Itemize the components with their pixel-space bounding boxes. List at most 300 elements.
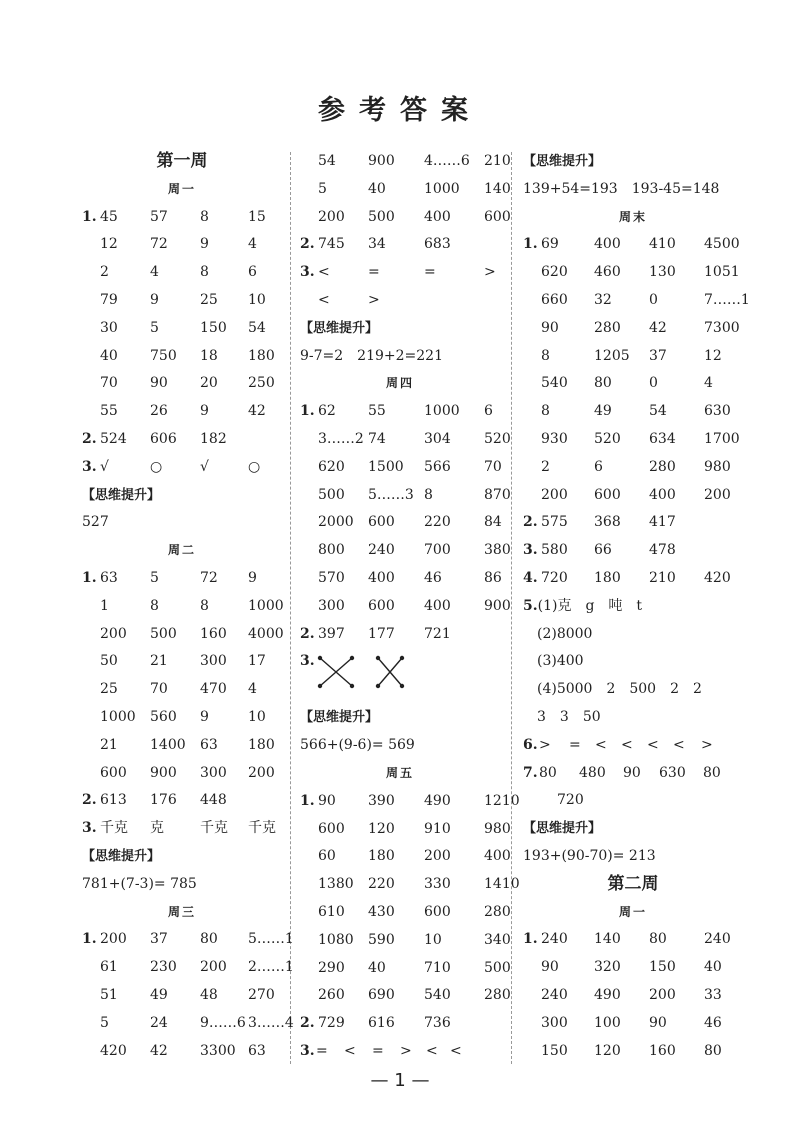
answer-cell: 2 <box>100 264 109 281</box>
answer-cell: 55 <box>100 403 118 420</box>
answer-cell: 200 <box>248 764 275 781</box>
column-divider <box>511 152 512 1064</box>
answer-cell: 37 <box>150 931 168 948</box>
answer-row <box>523 760 743 788</box>
answer-cell: 30 <box>100 319 118 336</box>
section-label: 【思维提升】 <box>300 320 379 336</box>
answer-cell: 4……6 <box>424 153 470 169</box>
question-number: 7. <box>523 764 538 781</box>
answer-cell: 150 <box>200 319 227 336</box>
match-dot <box>376 656 380 660</box>
answer-cell: 46 <box>424 569 442 586</box>
answer-cell: 220 <box>368 876 395 893</box>
answer-cell: 200 <box>100 931 127 948</box>
answer-row <box>523 482 743 510</box>
answer-row <box>82 815 282 843</box>
answer-cell: 380 <box>484 542 511 559</box>
answer-cell: 400 <box>484 848 511 865</box>
answer-cell: 177 <box>368 625 395 642</box>
answer-cell: 634 <box>649 430 676 447</box>
answer-cell: 4000 <box>248 625 284 642</box>
answer-cell: 40 <box>368 180 386 197</box>
answer-row <box>82 370 282 398</box>
answer-cell: 500 <box>318 486 345 503</box>
answer-cell: 690 <box>368 987 395 1004</box>
answer-line <box>300 732 500 760</box>
answer-row <box>300 204 511 232</box>
day-heading: 周四 <box>385 376 414 391</box>
answer-line <box>82 509 282 537</box>
answer-cell: 260 <box>318 987 345 1004</box>
answer-cell: = <box>372 1042 384 1059</box>
answer-cell: 683 <box>424 236 451 253</box>
question-number: 1. <box>82 208 97 225</box>
answer-text: 139+54=193 193-45=148 <box>523 180 720 197</box>
answer-cell: 300 <box>541 1014 568 1031</box>
answer-cell: 400 <box>649 486 676 503</box>
answer-cell: 280 <box>484 987 511 1004</box>
question-number: 1. <box>82 931 97 948</box>
question-number: 2. <box>82 430 97 447</box>
answer-cell: < <box>673 736 685 753</box>
question-number: 1. <box>82 569 97 586</box>
day-heading: 周五 <box>385 765 414 780</box>
answer-row <box>523 509 743 537</box>
question-number: 1. <box>523 931 538 948</box>
answer-cell: 54 <box>318 153 336 169</box>
answer-cell: 180 <box>594 569 621 586</box>
answer-cell: 140 <box>594 931 621 948</box>
answer-row <box>523 732 743 760</box>
answer-row <box>82 287 282 315</box>
question-number: 3. <box>523 542 538 559</box>
answer-cell: 55 <box>368 403 386 420</box>
question-number: 1. <box>300 792 315 809</box>
answer-cell: 克 <box>150 820 164 837</box>
answer-cell: 1700 <box>704 430 740 447</box>
answer-row <box>82 259 282 287</box>
answer-cell: 42 <box>649 319 667 336</box>
answer-cell: 220 <box>424 514 451 531</box>
answer-text: (3)400 <box>537 653 584 670</box>
answer-cell: 8 <box>541 347 550 364</box>
answer-row <box>300 843 511 871</box>
answer-cell: 490 <box>424 792 451 809</box>
question-number: 3. <box>82 820 97 837</box>
answer-cell: 240 <box>368 542 395 559</box>
answer-row <box>82 398 282 426</box>
answer-row <box>300 176 511 204</box>
answer-line <box>523 787 743 815</box>
answer-text: 781+(7-3)= 785 <box>82 875 197 892</box>
answer-cell: 600 <box>594 486 621 503</box>
answer-cell: 304 <box>424 430 451 447</box>
answer-cell: 176 <box>150 792 177 809</box>
answer-row <box>82 926 294 954</box>
answer-cell: 48 <box>200 986 218 1003</box>
answer-row <box>82 315 282 343</box>
answer-row <box>523 1038 743 1066</box>
answer-cell: 540 <box>424 987 451 1004</box>
answer-cell: > <box>701 736 713 753</box>
answer-cell: 750 <box>150 347 177 364</box>
answer-row <box>300 537 511 565</box>
answer-cell: 90 <box>541 319 559 336</box>
answer-cell: 9 <box>200 403 209 420</box>
answer-cell: 12 <box>100 236 118 253</box>
answer-cell: ○ <box>150 458 163 475</box>
answer-cell: 79 <box>100 291 118 308</box>
answer-cell: 32 <box>594 291 612 308</box>
answer-cell: 120 <box>368 820 395 837</box>
answer-cell: 4 <box>248 681 257 698</box>
answer-cell: 21 <box>150 653 168 670</box>
answer-cell: 80 <box>539 764 557 781</box>
answer-cell: 417 <box>649 514 676 531</box>
answer-cell: 140 <box>484 180 511 197</box>
answer-cell: 180 <box>368 848 395 865</box>
answer-cell: 6 <box>248 264 257 281</box>
answer-cell: 600 <box>424 903 451 920</box>
answer-cell: 80 <box>594 375 612 392</box>
answer-cell: 3300 <box>200 1042 236 1059</box>
answer-cell: 460 <box>594 264 621 281</box>
answer-cell: 300 <box>318 597 345 614</box>
answer-line <box>300 343 500 371</box>
section-label: 【思维提升】 <box>300 710 379 726</box>
answer-column-3 <box>523 148 750 1065</box>
answer-cell: 100 <box>594 1014 621 1031</box>
answer-cell: 600 <box>368 597 395 614</box>
answer-row <box>300 287 500 315</box>
answer-cell: 5 <box>318 180 327 197</box>
answer-cell: 520 <box>484 430 511 447</box>
answer-cell: 300 <box>200 764 227 781</box>
day-heading: 周一 <box>618 904 647 919</box>
answer-row <box>82 343 282 371</box>
answer-cell: 630 <box>704 403 731 420</box>
answer-cell: 200 <box>424 848 451 865</box>
answer-cell: 21 <box>100 736 118 753</box>
answer-cell: 700 <box>424 542 451 559</box>
answer-cell: 10 <box>248 708 266 725</box>
answer-cell: < <box>318 291 330 308</box>
answer-cell: 200 <box>100 625 127 642</box>
answer-text: 9-7=2 219+2=221 <box>300 347 443 364</box>
answer-cell: 17 <box>248 653 266 670</box>
answer-cell: > <box>368 291 380 308</box>
answer-cell: = <box>569 736 581 753</box>
answer-cell: 182 <box>200 430 227 447</box>
answer-cell: 86 <box>484 569 502 586</box>
answer-cell: 200 <box>704 486 731 503</box>
section-label: 【思维提升】 <box>82 487 161 503</box>
answer-row <box>82 954 294 982</box>
section-label: 【思维提升】 <box>523 154 602 169</box>
answer-text: 566+(9-6)= 569 <box>300 737 415 754</box>
answer-line <box>523 176 743 204</box>
answer-cell: 5 <box>150 569 159 586</box>
answer-cell: 90 <box>318 792 336 809</box>
answer-cell: 610 <box>318 903 345 920</box>
answer-cell: 1380 <box>318 876 354 893</box>
answer-cell: 1080 <box>318 931 354 948</box>
answer-cell: 340 <box>484 931 511 948</box>
answer-cell: 200 <box>318 208 345 225</box>
answer-cell: 80 <box>703 764 721 781</box>
answer-cell: 1210 <box>484 792 520 809</box>
answer-cell: 9 <box>248 569 257 586</box>
answer-cell: 500 <box>484 959 511 976</box>
answer-row <box>300 231 500 259</box>
answer-cell: 9 <box>200 708 209 725</box>
answer-cell: 45 <box>100 208 118 225</box>
answer-cell: 900 <box>368 153 395 169</box>
question-number: 2. <box>300 1015 315 1032</box>
answer-cell: 721 <box>424 625 451 642</box>
answer-cell: 4 <box>248 236 257 253</box>
answer-cell: > <box>484 264 496 281</box>
answer-cell: 660 <box>541 291 568 308</box>
answer-cell: 600 <box>484 208 511 225</box>
question-number: 3. <box>300 264 315 281</box>
answer-row <box>523 982 743 1010</box>
answer-cell: 40 <box>368 959 386 976</box>
answer-cell: 720 <box>541 569 568 586</box>
answer-cell: 1500 <box>368 458 404 475</box>
answer-cell: 240 <box>541 986 568 1003</box>
answer-cell: 10 <box>248 291 266 308</box>
answer-cell: 61 <box>100 959 118 976</box>
answer-row <box>523 231 743 259</box>
answer-cell: ○ <box>248 458 261 475</box>
answer-cell: 520 <box>594 430 621 447</box>
answer-row <box>300 955 511 983</box>
answer-cell: 1400 <box>150 736 186 753</box>
answer-cell: 63 <box>200 736 218 753</box>
answer-line <box>523 676 743 704</box>
answer-cell: 150 <box>649 959 676 976</box>
answer-cell: 12 <box>704 347 722 364</box>
answer-cell: 400 <box>424 208 451 225</box>
answer-cell: 0 <box>649 291 658 308</box>
answer-cell: 74 <box>368 430 386 447</box>
answer-row <box>300 259 500 287</box>
answer-cell: 2 <box>541 458 550 475</box>
answer-cell: 8 <box>150 597 159 614</box>
answer-row <box>300 899 511 927</box>
answer-cell: 4500 <box>704 236 740 253</box>
answer-row <box>82 454 282 482</box>
answer-cell: > <box>539 736 551 753</box>
answer-cell: 千克 <box>200 820 228 837</box>
answer-cell: 5……3 <box>368 486 414 503</box>
answer-cell: 1000 <box>248 597 284 614</box>
day-heading: 周三 <box>167 904 196 919</box>
answer-cell: 710 <box>424 959 451 976</box>
answer-cell: 84 <box>484 514 502 531</box>
answer-cell: 25 <box>200 291 218 308</box>
answer-row <box>300 927 511 955</box>
answer-cell: 25 <box>100 681 118 698</box>
answer-cell: 448 <box>200 792 227 809</box>
answer-cell: 540 <box>541 375 568 392</box>
answer-cell: 49 <box>150 986 168 1003</box>
answer-cell: 280 <box>484 903 511 920</box>
answer-cell: 580 <box>541 542 568 559</box>
answer-line <box>523 704 743 732</box>
answer-cell: 160 <box>649 1042 676 1059</box>
answer-row <box>300 398 500 426</box>
answer-cell: 6 <box>594 458 603 475</box>
match-dot <box>376 684 380 688</box>
answer-cell: 420 <box>100 1042 127 1059</box>
answer-row <box>300 1010 500 1038</box>
answer-cell: 5 <box>100 1014 109 1031</box>
answer-cell: 20 <box>200 375 218 392</box>
answer-cell: 4 <box>704 375 713 392</box>
answer-cell: 290 <box>318 959 345 976</box>
week-heading: 第一周 <box>156 151 208 171</box>
answer-cell: 60 <box>318 848 336 865</box>
answer-cell: 5 <box>150 319 159 336</box>
answer-cell: 9 <box>200 236 209 253</box>
answer-row <box>523 259 743 287</box>
answer-cell: 1051 <box>704 264 740 281</box>
answer-row <box>82 760 282 788</box>
answer-cell: 410 <box>649 236 676 253</box>
answer-cell: 600 <box>318 820 345 837</box>
answer-cell: 90 <box>623 764 641 781</box>
answer-row <box>300 148 511 176</box>
answer-row <box>300 816 511 844</box>
answer-row <box>82 204 282 232</box>
answer-cell: 180 <box>248 736 275 753</box>
answer-cell: 90 <box>649 1014 667 1031</box>
answer-cell: 180 <box>248 347 275 364</box>
answer-cell: 40 <box>100 347 118 364</box>
answer-cell: 8 <box>541 403 550 420</box>
answer-cell: 613 <box>100 792 127 809</box>
answer-cell: 980 <box>704 458 731 475</box>
answer-row <box>82 231 282 259</box>
match-dot <box>318 684 322 688</box>
answer-cell: 200 <box>200 959 227 976</box>
answer-cell: 1 <box>100 597 109 614</box>
answer-row <box>523 1010 743 1038</box>
answer-cell: 6 <box>484 403 493 420</box>
answer-cell: 千克 <box>100 820 128 837</box>
answer-cell: 745 <box>318 236 345 253</box>
answer-cell: 7300 <box>704 319 740 336</box>
answer-cell: 900 <box>150 764 177 781</box>
answer-row <box>300 454 500 482</box>
week-heading: 第二周 <box>607 873 659 894</box>
answer-cell: 620 <box>318 458 345 475</box>
answer-text: (1)克 g 吨 t <box>537 597 643 614</box>
answer-cell: 900 <box>484 597 511 614</box>
answer-cell: 3……4 <box>248 1014 294 1031</box>
answer-text: 193+(90-70)= 213 <box>523 847 656 864</box>
answer-cell: 90 <box>150 375 168 392</box>
answer-cell: 4 <box>150 264 159 281</box>
answer-cell: = <box>424 264 436 281</box>
answer-cell: 300 <box>200 653 227 670</box>
answer-cell: 210 <box>649 569 676 586</box>
answer-cell: 46 <box>704 1014 722 1031</box>
answer-cell: 420 <box>704 569 731 586</box>
answer-cell: 400 <box>424 597 451 614</box>
day-heading: 周末 <box>618 209 647 224</box>
answer-cell: 930 <box>541 430 568 447</box>
answer-row <box>82 593 282 621</box>
answer-row <box>82 787 282 815</box>
answer-cell: 1410 <box>484 876 520 893</box>
answer-line <box>523 621 743 649</box>
answer-cell: < <box>426 1042 438 1059</box>
answer-cell: 400 <box>368 569 395 586</box>
answer-cell: 150 <box>541 1042 568 1059</box>
answer-cell: 8 <box>424 486 433 503</box>
answer-cell: 200 <box>541 486 568 503</box>
answer-cell: 616 <box>368 1015 395 1032</box>
answer-cell: 51 <box>100 986 118 1003</box>
answer-cell: 560 <box>150 708 177 725</box>
answer-cell: 42 <box>150 1042 168 1059</box>
matching-diagram <box>316 652 426 692</box>
answer-cell: 980 <box>484 820 511 837</box>
answer-cell: 42 <box>248 403 266 420</box>
answer-row <box>82 621 282 649</box>
answer-cell: 870 <box>484 486 511 503</box>
answer-line <box>523 593 743 621</box>
answer-row <box>300 482 511 510</box>
answer-cell: 7……1 <box>704 291 750 308</box>
answer-row <box>523 537 743 565</box>
answer-line <box>523 843 743 871</box>
answer-cell: 54 <box>649 403 667 420</box>
match-dot <box>400 656 404 660</box>
answer-cell: < <box>318 264 330 281</box>
answer-cell: 69 <box>541 236 559 253</box>
answer-cell: 8 <box>200 264 209 281</box>
answer-cell: 230 <box>150 959 177 976</box>
question-number: 2. <box>300 236 315 253</box>
answer-cell: < <box>621 736 633 753</box>
answer-cell: = <box>316 1042 328 1059</box>
answer-row <box>300 509 500 537</box>
answer-cell: 480 <box>579 764 606 781</box>
answer-column-1 <box>82 148 294 1065</box>
answer-cell: 470 <box>200 681 227 698</box>
answer-cell: 280 <box>649 458 676 475</box>
answer-cell: 368 <box>594 514 621 531</box>
question-number: 3. <box>82 458 97 475</box>
answer-cell: 37 <box>649 347 667 364</box>
answer-cell: 500 <box>150 625 177 642</box>
answer-cell: 729 <box>318 1015 345 1032</box>
answer-cell: 18 <box>200 347 218 364</box>
question-number: 3. <box>300 653 315 670</box>
question-number: 2. <box>523 514 538 531</box>
match-dot <box>318 656 322 660</box>
question-number: 2. <box>300 625 315 642</box>
answer-cell: < <box>595 736 607 753</box>
answer-row <box>82 648 282 676</box>
answer-cell: 0 <box>649 375 658 392</box>
question-number: 6. <box>523 736 538 753</box>
answer-cell: 240 <box>541 931 568 948</box>
